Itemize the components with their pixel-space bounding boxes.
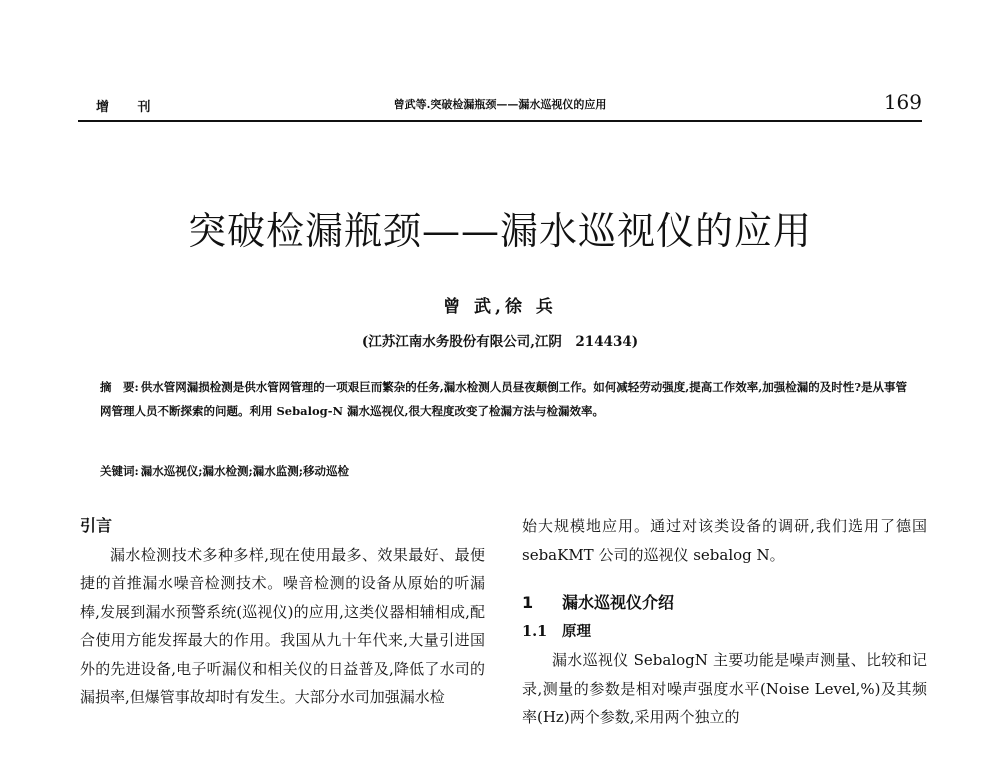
paper-title: 突破检漏瓶颈——漏水巡视仪的应用 bbox=[187, 209, 812, 253]
keywords-text: 漏水巡视仪;漏水检测;漏水监测;移动巡检 bbox=[140, 464, 349, 478]
affiliation: (江苏江南水务股份有限公司,江阴 214434) bbox=[361, 334, 639, 350]
section-1-title: 漏水巡视仪介绍 bbox=[562, 593, 675, 612]
right-column bbox=[522, 512, 927, 732]
principle-paragraph: 漏水巡视仪 SebalogN 主要功能是噪声测量、比较和记录,测量的参数是相对噪声强度水平(Noise Level,%)及其频率(Hz)两个参数,采用两个独立的 bbox=[522, 651, 927, 726]
header-running-title: 曾武等.突破检漏瓶颈——漏水巡视仪的应用 bbox=[393, 98, 607, 111]
page-number: 169 bbox=[883, 90, 922, 114]
left-column bbox=[80, 512, 485, 712]
keywords-label: 关键词: bbox=[100, 464, 139, 478]
continuation-paragraph: 始大规模地应用。通过对该类设备的调研,我们选用了德国 sebaKMT 公司的巡视仪 sebalog N。 bbox=[522, 517, 927, 564]
intro-heading: 引言 bbox=[80, 516, 113, 535]
section-1-1-title: 原理 bbox=[562, 622, 591, 640]
running-header bbox=[78, 92, 922, 122]
section-1-1-number: 1.1 bbox=[522, 622, 548, 640]
header-issue-label: 增 刊 bbox=[96, 100, 163, 115]
section-1-heading bbox=[522, 589, 927, 618]
authors: 曾 武,徐 兵 bbox=[443, 297, 557, 317]
abstract-label: 摘 要: bbox=[100, 380, 139, 394]
intro-paragraph: 漏水检测技术多种多样,现在使用最多、效果最好、最便捷的首推漏水噪音检测技术。噪音检测的设备从原始的听漏棒,发展到漏水预警系统(巡视仪)的应用,这类仪器相辅相成,配合使用方能发挥最大的作用。我国从九十年代来,大量引进国外的先进设备,电子听漏仪和相关仪的日益普及,降低了水司的漏损率,但爆管事故却时有发生。大部分水司加强漏水检 bbox=[80, 545, 485, 706]
abstract bbox=[100, 375, 916, 423]
section-1-1-heading bbox=[522, 618, 927, 647]
abstract-text: 供水管网漏损检测是供水管网管理的一项艰巨而繁杂的任务,漏水检测人员昼夜颠倒工作。如何减轻劳动强度,提高工作效率,加强检漏的及时性?是从事管网管理人员不断探索的问题。利用 Sebalog-N 漏水巡视仪,很大程度改变了检漏方法与检漏效率。 bbox=[100, 380, 907, 418]
keywords bbox=[100, 463, 916, 479]
section-1-number: 1 bbox=[522, 593, 534, 612]
